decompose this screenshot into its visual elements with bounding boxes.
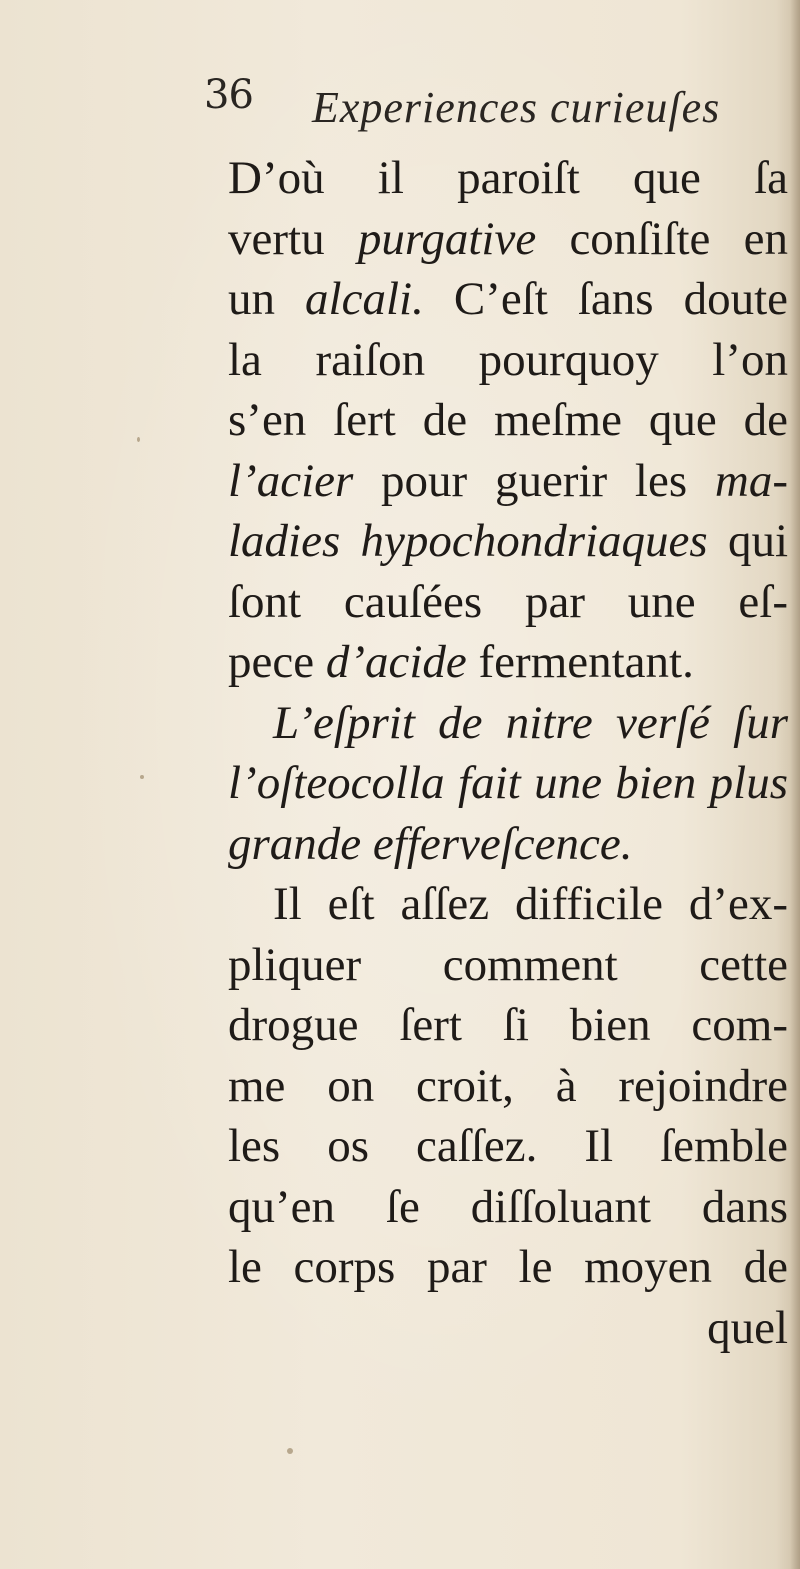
text-line bbox=[228, 390, 788, 451]
paper-speck bbox=[137, 437, 140, 442]
italic-text: L’eſprit de nitre verſé ſur bbox=[273, 696, 788, 749]
italic-text: alcali. bbox=[305, 273, 424, 325]
text-line bbox=[228, 753, 788, 814]
text-line bbox=[228, 511, 788, 572]
italic-text: l’oſteocolla fait une bien plus bbox=[228, 757, 788, 809]
text-line bbox=[228, 269, 788, 330]
roman-text: s’en ſert de meſme que de bbox=[228, 394, 788, 446]
text-line bbox=[228, 995, 788, 1056]
roman-text: quel bbox=[707, 1301, 788, 1354]
page-edge-shadow bbox=[790, 0, 800, 1569]
text-line bbox=[228, 572, 788, 633]
italic-text: ma- bbox=[714, 454, 788, 507]
italic-text: ladies hypochondriaques bbox=[228, 515, 708, 567]
roman-text: pliquer comment cette bbox=[228, 938, 788, 991]
text-line bbox=[228, 209, 788, 270]
roman-text: qui bbox=[707, 515, 788, 567]
roman-text: drogue ſert ſi bien com- bbox=[228, 999, 788, 1051]
text-line bbox=[228, 148, 788, 209]
roman-text: qu’en ſe diſſoluant dans bbox=[228, 1180, 788, 1233]
text-line bbox=[228, 874, 788, 935]
roman-text: me on croit, à rejoindre bbox=[228, 1059, 788, 1112]
roman-text: C’eſt ſans doute bbox=[423, 273, 789, 325]
text-line bbox=[228, 632, 788, 693]
text-line bbox=[228, 1116, 788, 1177]
text-line bbox=[228, 1177, 788, 1238]
text-line bbox=[228, 935, 788, 996]
italic-text: purgative bbox=[357, 212, 537, 265]
roman-text: pour guerir les bbox=[353, 454, 715, 507]
running-title: Experiences curieuſes bbox=[312, 83, 721, 132]
roman-text: le corps par le moyen de bbox=[228, 1241, 788, 1293]
body-text bbox=[228, 148, 788, 1358]
italic-text: l’acier bbox=[228, 454, 354, 507]
text-line bbox=[228, 1237, 788, 1298]
roman-text: D’où il paroiſt que ſa bbox=[228, 152, 788, 204]
text-line bbox=[228, 451, 788, 512]
text-line bbox=[228, 814, 788, 875]
text-line bbox=[228, 330, 788, 391]
text-line bbox=[228, 1056, 788, 1117]
italic-text: d’acide bbox=[325, 636, 467, 688]
page-header bbox=[200, 62, 760, 142]
roman-text: vertu bbox=[228, 212, 358, 265]
roman-text: conſiſte en bbox=[536, 212, 788, 265]
roman-text: ſont cauſées par une eſ- bbox=[228, 575, 788, 628]
page-number: 36 bbox=[204, 72, 253, 118]
roman-text: fermentant. bbox=[466, 636, 694, 688]
roman-text: les os caſſez. Il ſemble bbox=[228, 1120, 788, 1172]
roman-text: pece bbox=[228, 636, 326, 688]
paper-speck bbox=[287, 1448, 293, 1454]
paper-speck bbox=[140, 775, 144, 779]
roman-text: la raiſon pourquoy l’on bbox=[228, 333, 788, 386]
roman-text: Il eſt aſſez difficile d’ex- bbox=[273, 878, 788, 930]
italic-text: grande efferveſcence. bbox=[228, 817, 633, 870]
roman-text: un bbox=[228, 273, 306, 325]
catchword bbox=[228, 1298, 788, 1359]
text-line bbox=[228, 693, 788, 754]
